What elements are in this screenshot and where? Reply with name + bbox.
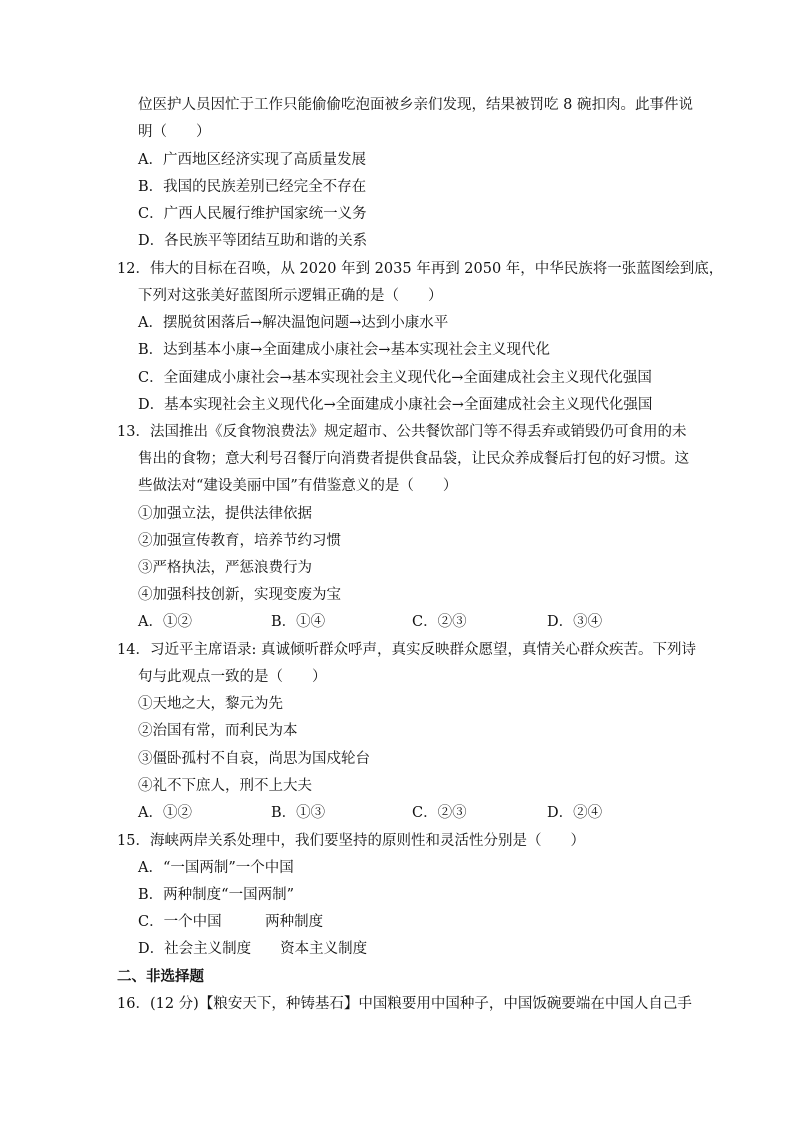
q13-stem-line-3: 些做法对“建设美丽中国”有借鉴意义的是（ ） (138, 478, 458, 494)
q15-option-d: D．社会主义制度 资本主义制度 (138, 941, 368, 957)
q13-choice-b: B．①④ (271, 614, 326, 630)
q12-option-c: C．全面建成小康社会→基本实现社会主义现代化→全面建成社会主义现代化强国 (138, 370, 652, 386)
q13-item-3: ③严格执法，严惩浪费行为 (138, 560, 312, 576)
q14-choice-a: A．①② (138, 805, 192, 821)
q12-stem-line-1: 12．伟大的目标在召唤，从 2020 年到 2035 年再到 2050 年，中华民族将一张蓝图绘到底， (117, 261, 724, 277)
q13-choice-a: A．①② (138, 614, 192, 630)
q14-item-2: ②治国有常，而利民为本 (138, 723, 298, 739)
q15-option-a: A．“一国两制”一个中国 (138, 860, 294, 876)
q13-item-2: ②加强宣传教育，培养节约习惯 (138, 533, 341, 549)
q15-stem-line-1: 15．海峡两岸关系处理中，我们要坚持的原则性和灵活性分别是（ ） (117, 833, 585, 849)
q13-item-1: ①加强立法，提供法律依据 (138, 506, 312, 522)
q14-stem-line-1: 14．习近平主席语录: 真诚倾听群众呼声，真实反映群众愿望，真情关心群众疾苦。下列诗 (117, 642, 696, 658)
q14-choice-d: D．②④ (547, 805, 603, 821)
q13-stem-line-1: 13．法国推出《反食物浪费法》规定超市、公共餐饮部门等不得丢弃或销毁仍可食用的未 (117, 424, 687, 440)
q14-choice-b: B．①③ (271, 805, 326, 821)
q11-option-c: C．广西人民履行维护国家统一义务 (138, 206, 367, 222)
q12-option-b: B．达到基本小康→全面建成小康社会→基本实现社会主义现代化 (138, 342, 550, 358)
q11-text-line-1: 位医护人员因忙于工作只能偷偷吃泡面被乡亲们发现，结果被罚吃 8 碗扣肉。此事件说 (138, 97, 693, 113)
q15-option-c: C．一个中国 两种制度 (138, 914, 324, 930)
q13-item-4: ④加强科技创新，实现变废为宝 (138, 587, 341, 603)
section-title-non-choice: 二、非选择题 (117, 968, 204, 985)
q13-choice-d: D．③④ (547, 614, 603, 630)
q12-option-d: D．基本实现社会主义现代化→全面建成小康社会→全面建成社会主义现代化强国 (138, 397, 653, 413)
q14-choice-c: C．②③ (412, 805, 467, 821)
q11-option-b: B．我国的民族差别已经完全不存在 (138, 179, 367, 195)
q14-stem-line-2: 句与此观点一致的是（ ） (138, 669, 327, 685)
q13-choice-c: C．②③ (412, 614, 467, 630)
q11-option-a: A．广西地区经济实现了高质量发展 (138, 152, 366, 168)
q15-option-b: B．两种制度“一国两制” (138, 887, 294, 903)
q14-item-4: ④礼不下庶人，刑不上大夫 (138, 778, 312, 794)
q12-option-a: A．摆脱贫困落后→解决温饱问题→达到小康水平 (138, 315, 449, 331)
q14-item-1: ①天地之大，黎元为先 (138, 696, 283, 712)
q16-stem-line-1: 16．(12 分)【粮安天下，种铸基石】中国粮要用中国种子，中国饭碗要端在中国人自己手 (117, 996, 692, 1012)
q14-item-3: ③僵卧孤村不自哀，尚思为国戍轮台 (138, 751, 370, 767)
q11-text-line-2: 明（ ） (138, 124, 211, 140)
q13-stem-line-2: 售出的食物；意大利号召餐厅向消费者提供食品袋，让民众养成餐后打包的好习惯。这 (138, 451, 689, 467)
q12-stem-line-2: 下列对这张美好蓝图所示逻辑正确的是（ ） (138, 288, 443, 304)
q11-option-d: D．各民族平等团结互助和谐的关系 (138, 233, 368, 249)
